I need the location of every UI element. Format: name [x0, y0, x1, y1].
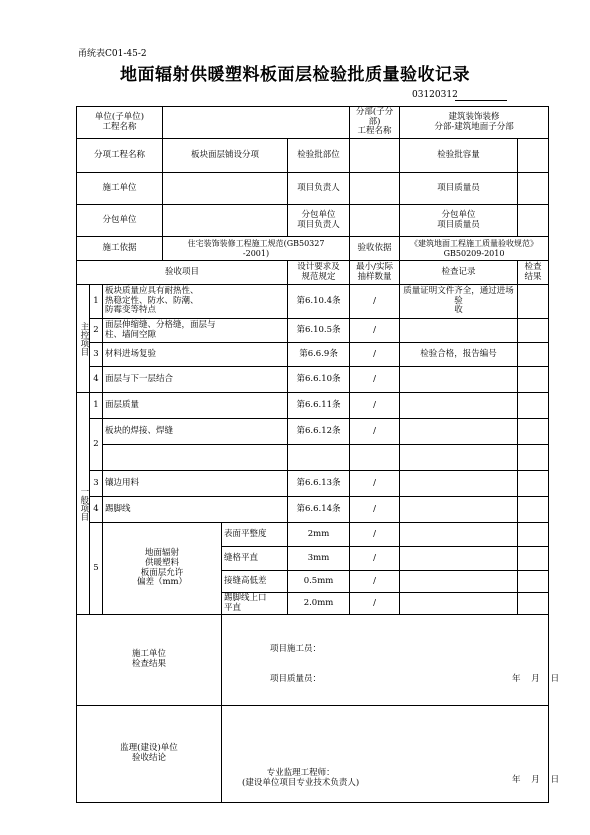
- construction-result-body[interactable]: [222, 615, 560, 706]
- construction-result-label: 施工单位 检查结果: [77, 615, 222, 706]
- row-number: 4: [90, 497, 103, 523]
- batch-part-label: 检验批部位: [288, 139, 350, 173]
- construction-basis-label: 施工依据: [77, 237, 163, 261]
- col-header-result: 检查 结果: [518, 261, 549, 285]
- acceptance-basis-value: 《建筑地面工程施工质量验收规范》 GB50209-2010: [400, 237, 549, 261]
- main-item-sample[interactable]: /: [350, 285, 400, 319]
- sub-quality-value[interactable]: [518, 205, 549, 237]
- main-item-spec: 第6.6.10条: [288, 367, 350, 393]
- general-item-sample[interactable]: /: [350, 393, 400, 419]
- main-item-name: 面层伸缩缝、分格缝，面层与 柱、墙间空隙: [103, 319, 288, 343]
- main-item-sample[interactable]: /: [350, 343, 400, 367]
- general-item-record[interactable]: [400, 471, 518, 497]
- batch-part-value[interactable]: [350, 139, 400, 173]
- main-item-name: 材料进场复验: [103, 343, 288, 367]
- tolerance-result[interactable]: [518, 523, 549, 547]
- subitem-label: 分项工程名称: [77, 139, 163, 173]
- row-number: 3: [90, 471, 103, 497]
- tolerance-result[interactable]: [518, 593, 549, 615]
- main-item-spec: 第6.10.5条: [288, 319, 350, 343]
- subcontractor-value[interactable]: [163, 205, 288, 237]
- acceptance-basis-label: 验收依据: [350, 237, 400, 261]
- unit-name-value[interactable]: [163, 107, 350, 139]
- col-header-sample: 最小/实际 抽样数量: [350, 261, 400, 285]
- general-item-sample[interactable]: /: [350, 497, 400, 523]
- tolerance-spec: 2.0mm: [288, 593, 350, 615]
- tolerance-spec: 0.5mm: [288, 571, 350, 593]
- supervision-engineer-label: 专业监理工程师： (建设单位项目专业技术负责人): [242, 768, 360, 788]
- tolerance-spec: 3mm: [288, 547, 350, 571]
- general-item-spec: [288, 445, 350, 471]
- tolerance-record[interactable]: [400, 523, 518, 547]
- col-header-item: 验收项目: [77, 261, 288, 285]
- general-items-label: 一般项目: [77, 393, 90, 615]
- unit-name-label: 单位(子单位) 工程名称: [77, 107, 163, 139]
- row-number: 1: [90, 393, 103, 419]
- main-item-sample[interactable]: /: [350, 319, 400, 343]
- tolerance-result[interactable]: [518, 547, 549, 571]
- general-item-name: [103, 445, 288, 471]
- main-item-record[interactable]: 检验合格，报告编号: [400, 343, 518, 367]
- tolerance-label: 地面辐射 供暖塑料 板面层允许 偏差（mm）: [103, 523, 222, 615]
- general-item-record[interactable]: [400, 393, 518, 419]
- quality-officer-label: 项目质量员: [400, 173, 518, 205]
- main-item-record[interactable]: 质量证明文件齐全，通过进场验 收: [400, 285, 518, 319]
- subcontractor-label: 分包单位: [77, 205, 163, 237]
- main-item-record[interactable]: [400, 367, 518, 393]
- construction-quality-label: 项目质量员：: [270, 674, 322, 684]
- general-item-sample[interactable]: [350, 445, 400, 471]
- tolerance-item: 踢脚线上口 平直: [222, 593, 288, 615]
- supervision-label: 监理(建设)单位 验收结论: [77, 706, 222, 803]
- supervision-body[interactable]: [222, 706, 560, 803]
- subitem-value[interactable]: 板块面层铺设分项: [163, 139, 288, 173]
- tolerance-record[interactable]: [400, 593, 518, 615]
- row-number: 2: [90, 419, 103, 471]
- constructor-label: 施工单位: [77, 173, 163, 205]
- general-item-result[interactable]: [518, 471, 549, 497]
- main-item-name: 板块质量应具有耐热性、 热稳定性、防水、防潮、 防霉变等特点: [103, 285, 288, 319]
- construction-basis-value: 住宅装饰装修工程施工规范(GB50327 -2001): [163, 237, 350, 261]
- record-underline: [455, 100, 507, 101]
- row-number: 1: [90, 285, 103, 319]
- tolerance-sample[interactable]: /: [350, 571, 400, 593]
- row-number: 5: [90, 523, 103, 615]
- sub-quality-label: 分包单位 项目质量员: [400, 205, 518, 237]
- form-code: 甬统表C01-45-2: [78, 49, 147, 59]
- tolerance-sample[interactable]: /: [350, 547, 400, 571]
- construction-worker-label: 项目施工员：: [270, 644, 322, 654]
- sub-pm-label: 分包单位 项目负责人: [288, 205, 350, 237]
- sub-pm-value[interactable]: [350, 205, 400, 237]
- general-item-record[interactable]: [400, 419, 518, 445]
- main-item-sample[interactable]: /: [350, 367, 400, 393]
- general-item-name: 踢脚线: [103, 497, 288, 523]
- row-number: 2: [90, 319, 103, 343]
- tolerance-sample[interactable]: /: [350, 523, 400, 547]
- batch-capacity-value[interactable]: [518, 139, 549, 173]
- supervision-date: 年 月 日: [512, 775, 560, 785]
- general-item-record[interactable]: [400, 497, 518, 523]
- main-item-result[interactable]: [518, 343, 549, 367]
- general-item-spec: 第6.6.12条: [288, 419, 350, 445]
- main-item-result[interactable]: [518, 319, 549, 343]
- division-name-value[interactable]: 建筑装饰装修 分部-建筑地面子分部: [400, 107, 549, 139]
- division-name-label: 分部(子分部) 工程名称: [350, 107, 400, 139]
- tolerance-record[interactable]: [400, 547, 518, 571]
- project-manager-value[interactable]: [350, 173, 400, 205]
- main-control-label: 主控项目: [77, 285, 90, 393]
- general-item-sample[interactable]: /: [350, 471, 400, 497]
- project-manager-label: 项目负责人: [288, 173, 350, 205]
- main-item-result[interactable]: [518, 367, 549, 393]
- construction-date: 年 月 日: [512, 674, 560, 684]
- main-item-record[interactable]: [400, 319, 518, 343]
- col-header-design: 设计要求及 规范规定: [288, 261, 350, 285]
- tolerance-item: 接缝高低差: [222, 571, 288, 593]
- tolerance-item: 表面平整度: [222, 523, 288, 547]
- tolerance-spec: 2mm: [288, 523, 350, 547]
- general-item-name: 板块的焊接、焊缝: [103, 419, 288, 445]
- tolerance-result[interactable]: [518, 571, 549, 593]
- general-item-spec: 第6.6.14条: [288, 497, 350, 523]
- general-item-result[interactable]: [518, 419, 549, 445]
- constructor-value[interactable]: [163, 173, 288, 205]
- general-item-spec: 第6.6.11条: [288, 393, 350, 419]
- row-number: 4: [90, 367, 103, 393]
- main-item-result[interactable]: [518, 285, 549, 319]
- general-item-result[interactable]: [518, 393, 549, 419]
- main-item-name: 面层与下一层结合: [103, 367, 288, 393]
- row-number: 3: [90, 343, 103, 367]
- general-item-result[interactable]: [518, 497, 549, 523]
- batch-capacity-label: 检验批容量: [400, 139, 518, 173]
- record-number: 03120312: [412, 90, 458, 100]
- inspection-record-table: [76, 106, 560, 803]
- general-item-result[interactable]: [518, 445, 549, 471]
- tolerance-sample[interactable]: /: [350, 593, 400, 615]
- page-title: 地面辐射供暖塑料板面层检验批质量验收记录: [120, 65, 470, 85]
- col-header-record: 检查记录: [400, 261, 518, 285]
- main-item-spec: 第6.10.4条: [288, 285, 350, 319]
- tolerance-item: 缝格平直: [222, 547, 288, 571]
- general-item-record[interactable]: [400, 445, 518, 471]
- general-item-name: 面层质量: [103, 393, 288, 419]
- quality-officer-value[interactable]: [518, 173, 549, 205]
- general-item-name: 镶边用料: [103, 471, 288, 497]
- general-item-sample[interactable]: /: [350, 419, 400, 445]
- main-item-spec: 第6.6.9条: [288, 343, 350, 367]
- general-item-spec: 第6.6.13条: [288, 471, 350, 497]
- tolerance-record[interactable]: [400, 571, 518, 593]
